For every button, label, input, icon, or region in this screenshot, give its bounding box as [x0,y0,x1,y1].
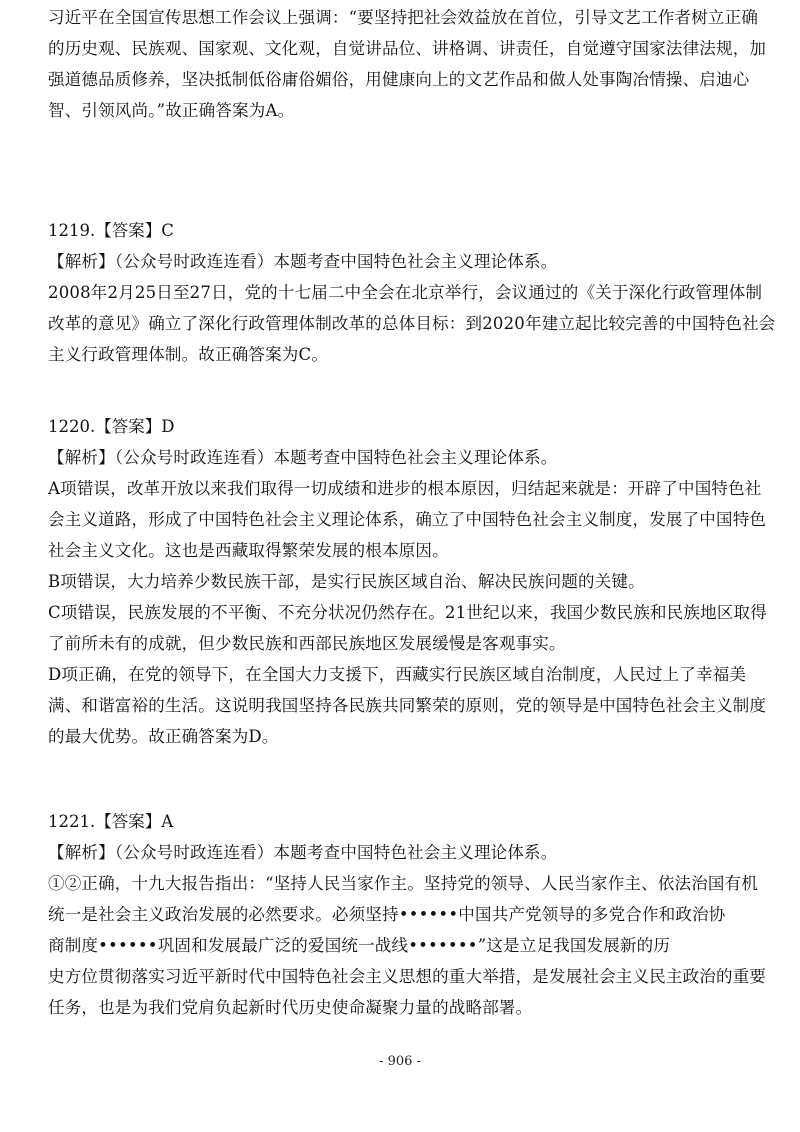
answer-heading: 1220.【答案】D [48,417,175,436]
analysis-heading: 【解析】（公众号时政连连看）本题考查中国特色社会主义理论体系。 [48,843,558,862]
text-line: 主义行政管理体制。故正确答案为C。 [48,345,329,364]
text-line: 的历史观、民族观、国家观、文化观，自觉讲品位、讲格调、讲责任，自觉遵守国家法律法规，加 [48,39,767,58]
option-a-line: 社会主义文化。这也是西藏取得繁荣发展的根本原因。 [48,541,449,560]
option-c-line: C项错误，民族发展的不平衡、不充分状况仍然存在。21世纪以来，我国少数民族和民族地区取得 [48,603,767,622]
option-a-line: 会主义道路，形成了中国特色社会主义理论体系，确立了中国特色社会主义制度，发展了中国特色 [48,510,767,529]
answer-heading: 1219.【答案】C [48,221,174,240]
option-b-line: B项错误，大力培养少数民族干部，是实行民族区域自治、解决民族问题的关键。 [48,572,645,591]
option-d-line: D项正确，在党的领导下，在全国大力支援下，西藏实行民族区域自治制度，人民过上了幸福美 [48,665,747,684]
text-line: 统一是社会主义政治发展的必然要求。必须坚持••••••中国共产党领导的多党合作和政治协 [48,905,726,924]
text-line: 习近平在全国宣传思想工作会议上强调：“要坚持把社会效益放在首位，引导文艺工作者树立正确 [48,8,759,27]
text-line: 史方位贯彻落实习近平新时代中国特色社会主义思想的重大举措，是发展社会主义民主政治的重要 [48,967,767,986]
question-1221 [48,806,767,1023]
text-line: 强道德品质修养，坚决抵制低俗庸俗媚俗，用健康向上的文艺作品和做人处事陶冶情操、启迪心 [48,70,750,89]
text-line: 智、引领风尚。”故正确答案为A。 [48,101,295,120]
top-paragraph [48,2,767,126]
text-line: 任务，也是为我们党肩负起新时代历史使命凝聚力量的战略部署。 [48,998,533,1017]
analysis-heading: 【解析】（公众号时政连连看）本题考查中国特色社会主义理论体系。 [48,448,558,467]
question-1220 [48,411,767,752]
text-line: 2008年2月25日至27日，党的十七届二中全会在北京举行，会议通过的《关于深化行政管理体制 [48,283,763,302]
option-c-line: 了前所未有的成就，但少数民族和西部民族地区发展缓慢是客观事实。 [48,634,566,653]
question-1219 [48,215,776,370]
analysis-heading: 【解析】（公众号时政连连看）本题考查中国特色社会主义理论体系。 [48,252,558,271]
option-d-line: 的最大优势。故正确答案为D。 [48,727,279,746]
option-d-line: 满、和谐富裕的生活。这说明我国坚持各民族共同繁荣的原则，党的领导是中国特色社会主义制度 [48,696,767,715]
text-line: 商制度••••••巩固和发展最广泛的爱国统一战线•••••••”这是立足我国发展新的历 [48,936,671,955]
option-a-line: A项错误，改革开放以来我们取得一切成绩和进步的根本原因，归结起来就是：开辟了中国特色社 [48,479,762,498]
answer-heading: 1221.【答案】A [48,812,174,831]
text-line: 改革的意见》确立了深化行政管理体制改革的总体目标：到2020年建立起比较完善的中国特色社会 [48,314,776,333]
text-line: ①②正确，十九大报告指出：“坚持人民当家作主。坚持党的领导、人民当家作主、依法治国有机 [48,874,759,893]
page-number: - 906 - [379,1054,421,1069]
